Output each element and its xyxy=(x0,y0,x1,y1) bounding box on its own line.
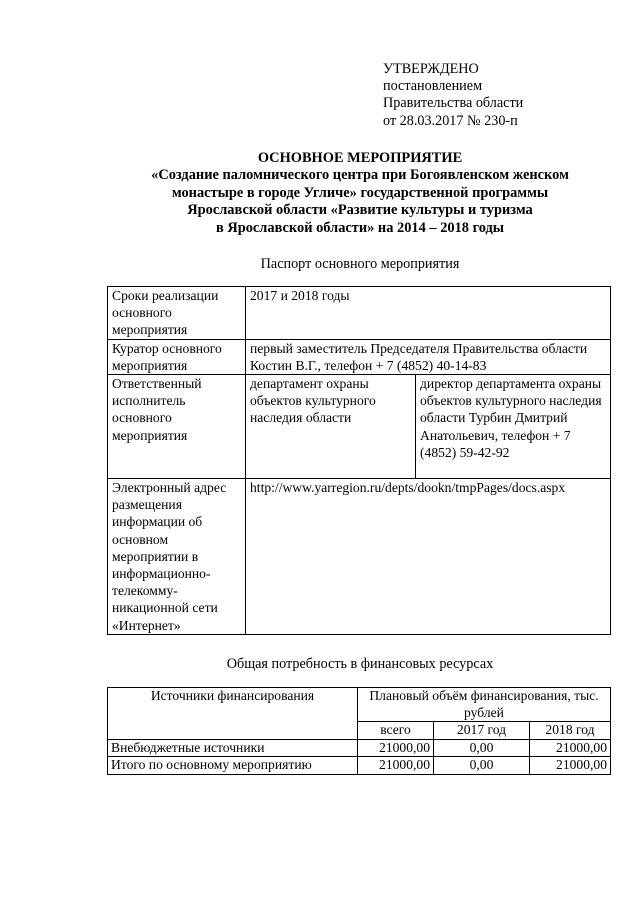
approval-line-date: от 28.03.2017 № 230-п xyxy=(383,112,518,129)
finance-header-total: всего xyxy=(358,722,434,740)
passport-row-web-address xyxy=(108,479,611,635)
table-row xyxy=(108,739,611,757)
passport-row-curator xyxy=(108,339,611,374)
passport-value-director: директор департамента охраны объектов культурного наследия области Турбин Дмитрий Анатольевич, телефон + 7 (4852) 59-42-92 xyxy=(416,375,611,479)
finance-table xyxy=(107,687,611,775)
finance-source: Внебюджетные источники xyxy=(108,739,358,757)
heading-line-3: Ярославской области «Развитие культуры и туризма xyxy=(187,202,533,219)
heading-title: ОСНОВНОЕ МЕРОПРИЯТИЕ xyxy=(257,150,463,166)
passport-value-url: http://www.yarregion.ru/depts/dookn/tmpPages/docs.aspx xyxy=(246,479,611,635)
finance-source: Итого по основному мероприятию xyxy=(108,757,358,775)
passport-title: Паспорт основного мероприятия xyxy=(260,256,460,272)
table-row xyxy=(108,757,611,775)
finance-header-source: Источники финансирования xyxy=(108,688,358,740)
approval-stamp xyxy=(383,61,523,130)
passport-label: Куратор основного мероприятия xyxy=(108,339,246,374)
finance-header-planned: Плановый объём финансирования, тыс. рублей xyxy=(358,688,611,722)
passport-value: 2017 и 2018 годы xyxy=(246,287,611,340)
heading-line-2: монастыре в городе Угличе» государственной программы xyxy=(171,184,549,201)
heading-line-4: в Ярославской области» на 2014 – 2018 годы xyxy=(215,219,505,236)
finance-header-2017: 2017 год xyxy=(434,722,530,740)
finance-total: 21000,00 xyxy=(358,739,434,757)
finance-title: Общая потребность в финансовых ресурсах xyxy=(226,656,494,672)
passport-row-period xyxy=(108,287,611,340)
approval-line-government: Правительства области xyxy=(383,95,524,112)
passport-table xyxy=(107,286,611,635)
passport-value: первый заместитель Председателя Правительства области Костин В.Г., телефон + 7 (4852) 40-14-83 xyxy=(246,339,611,374)
passport-label: Ответственный исполнитель основного мероприятия xyxy=(108,375,246,479)
passport-label: Сроки реализации основного мероприятия xyxy=(108,287,246,340)
finance-header-row xyxy=(108,688,611,722)
finance-2017: 0,00 xyxy=(434,757,530,775)
heading-line-1: «Создание паломнического центра при Богоявленском женском xyxy=(151,167,569,184)
passport-row-executor xyxy=(108,375,611,479)
passport-value-department: департамент охраны объектов культурного наследия области xyxy=(246,375,416,479)
finance-header-2018: 2018 год xyxy=(530,722,611,740)
finance-2017: 0,00 xyxy=(434,739,530,757)
finance-2018: 21000,00 xyxy=(530,739,611,757)
approval-line-approved: УТВЕРЖДЕНО xyxy=(383,61,479,77)
finance-2018: 21000,00 xyxy=(530,757,611,775)
finance-total: 21000,00 xyxy=(358,757,434,775)
passport-label: Электронный адрес размещения информации об основном мероприятии в информационно-телекомму-никационной сети «Интернет» xyxy=(108,479,246,635)
approval-line-resolution: постановлением xyxy=(383,78,483,95)
document-heading xyxy=(100,150,620,237)
